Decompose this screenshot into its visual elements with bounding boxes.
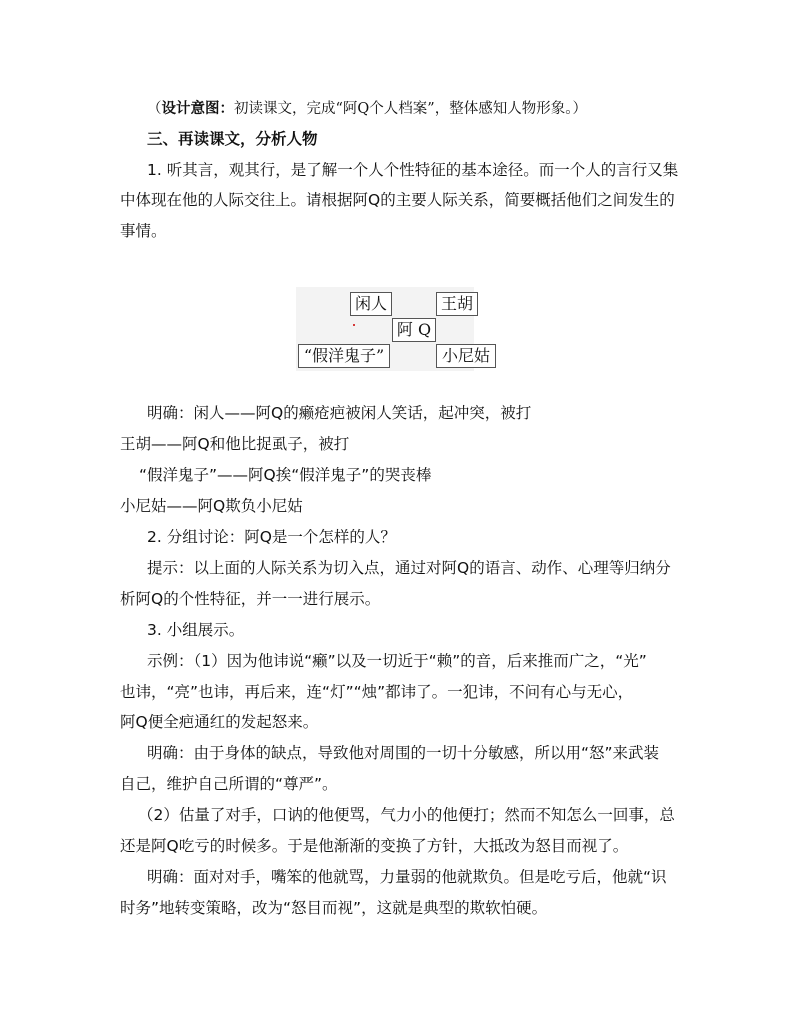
answer1-line3: “假洋鬼子”——阿Q挨“假洋鬼子”的哭丧棒 [139,466,432,484]
q3-ex2-line2: 还是阿Q吃亏的时候多。于是他渐渐的变换了方针，大抵改为怒目而视了。 [120,837,629,855]
design-note-text: 初读课文，完成“阿Q个人档案”，整体感知人物形象。） [234,101,587,117]
q3-ans1-line1: 明确：由于身体的缺点，导致他对周围的一切十分敏感，所以用“怒”来武装 [147,744,660,762]
q2-hint-line1: 提示：以上面的人际关系为切入点，通过对阿Q的语言、动作、心理等归纳分 [147,559,671,577]
diagram-box-little-nun: 小尼姑 [436,344,496,368]
diagram-box-idlers: 闲人 [350,292,392,316]
answer1-line1: 明确：闲人——阿Q的癞疮疤被闲人笑话，起冲突，被打 [147,404,532,422]
diagram-dot [353,324,355,326]
design-note-label: 设计意图： [161,100,234,117]
section-title: 三、再读课文，分析人物 [147,129,318,148]
design-note [147,99,587,119]
design-note-open-paren: （ [147,101,162,117]
answer1-line2: 王胡——阿Q和他比捉虱子，被打 [120,435,350,453]
q3-ans1-line2: 自己，维护自己所谓的“尊严”。 [120,775,338,793]
q3-ans2-line2: 时务”地转变策略，改为“怒目而视”，这就是典型的欺软怕硬。 [120,899,548,917]
q3-ex1-line2: 也讳，“亮”也讳，再后来，连“灯”“烛”都讳了。一犯讳，不问有心与无心， [120,683,634,701]
q3-ex2-line1: （2）估量了对手，口讷的他便骂，气力小的他便打；然而不知怎么一回事，总 [138,806,675,824]
q2-hint-line2: 析阿Q的个性特征，并一一进行展示。 [120,590,381,608]
q1-line2: 中体现在他的人际交往上。请根据阿Q的主要人际关系，简要概括他们之间发生的 [120,191,675,209]
diagram-box-ah-q: 阿 Q [392,318,436,342]
diagram-box-fake-foreign-devil: “假洋鬼子” [298,344,390,368]
q3-ex1-line3: 阿Q便全疤通红的发起怒来。 [120,713,319,731]
answer1-line4: 小尼姑——阿Q欺负小尼姑 [120,497,303,515]
relationship-diagram [296,287,490,371]
q3-title: 3. 小组展示。 [147,621,245,639]
q3-ex1-line1: 示例：（1）因为他讳说“癞”以及一切近于“赖”的音，后来推而广之，“光” [147,652,647,670]
q3-ans2-line1: 明确：面对对手，嘴笨的他就骂，力量弱的他就欺负。但是吃亏后，他就“识 [147,868,667,886]
diagram-box-wanghu: 王胡 [436,292,478,316]
q2-title: 2. 分组讨论：阿Q是一个怎样的人？ [147,528,396,546]
q1-line1: 1. 听其言，观其行，是了解一个人个性特征的基本途径。而一个人的言行又集 [147,161,679,179]
q1-line3: 事情。 [120,222,167,240]
